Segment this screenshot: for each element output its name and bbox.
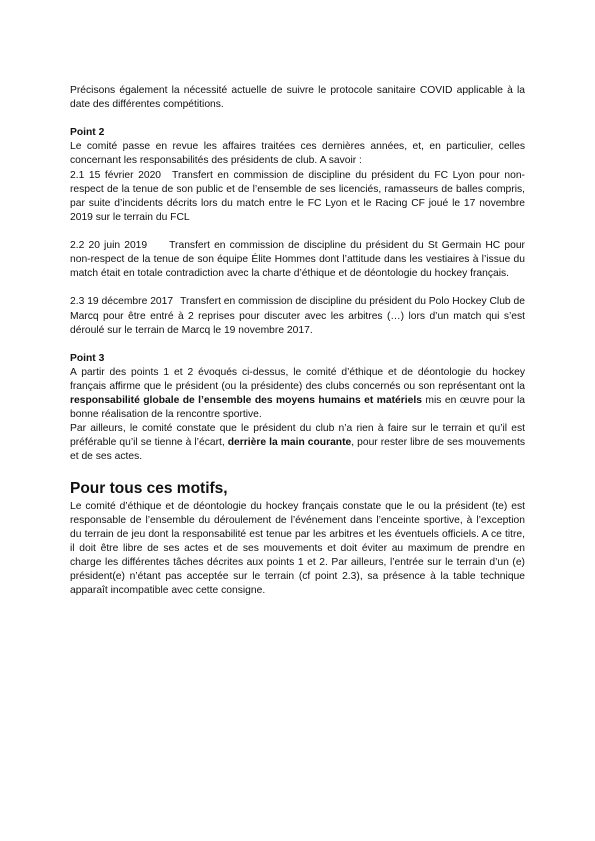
point2-lead: Le comité passe en revue les affaires traitées ces dernières années, et, en particulier, celles concernant les responsabilités des présidents de club. A savoir :: [70, 141, 525, 167]
item-number: 2.1: [70, 169, 85, 181]
item-text: Transfert en commission de discipline du président du FC Lyon pour non-respect de la tenue de son public et de l’ensemble de ses licenciés, ramasseurs de balles compris, par suite d’incidents décrits lors du match entre le FC Lyon et le Racing CF joué le 17 novembre 2019 sur le terrain du FCL: [70, 169, 525, 223]
item-date: 20 juin 2019: [88, 240, 148, 252]
point3-heading: Point 3: [70, 352, 105, 364]
point3-p2-emphasis: derrière la main courante: [227, 437, 352, 449]
conclusion-paragraph: Le comité d’éthique et de déontologie du hockey français constate que le ou la président (te) est responsable de l’ensemble du déroulement de l’événement dans l’enceinte sportive, à l’exception du terrain de jeu dont la responsabilité est tenue par les arbitres et les éventuels officiels. A ce titre, il doit être libre de ses actes et de ses mouvements et doit éviter au maximum de prendre en charge les différentes tâches décrites aux points 1 et 2. Par ailleurs, l’entrée sur le terrain d’un (e) président(e) n’étant pas acceptée sur le terrain (cf point 2.3), sa présence à la table technique apparaît incompatible avec cette consigne.: [70, 500, 525, 597]
point3-p1-text: A partir des points 1 et 2 évoqués ci-dessus, le comité d’éthique et de déontologie du hockey français affirme que le président (ou la présidente) des clubs concernés ou son représentant ont la: [70, 366, 525, 392]
spacer: [70, 465, 525, 479]
spacer: [70, 338, 525, 352]
point3-paragraph-1: [70, 366, 525, 422]
point3-p2-text: Par ailleurs, le comité constate que le président du club n’a rien à faire sur le terrain et qu’il est préférable qu’il se tienne à l’écart,: [70, 423, 525, 449]
item-text: Transfert en commission de discipline du président du Polo Hockey Club de Marcq pour être entré à 2 reprises pour discuter avec les arbitres (…) lors d’un match qui s’est déroulé sur le terrain de Marcq le 19 novembre 2017.: [70, 296, 525, 336]
item-text: Transfert en commission de discipline du président du St Germain HC pour non-respect de la tenue de son équipe Élite Hommes dont l’attitude dans les vestiaires à l’issue du match était en totale contradiction avec la charte d’éthique et de déontologie du hockey français.: [70, 240, 525, 280]
point3-p1-emphasis: responsabilité globale de l’ensemble des moyens humains et matériels: [70, 395, 422, 407]
item-number: 2.2: [70, 240, 85, 252]
conclusion-heading: Pour tous ces motifs,: [70, 479, 228, 497]
intro-paragraph: Précisons également la nécessité actuelle de suivre le protocole sanitaire COVID applicable à la date des différentes compétitions.: [70, 85, 525, 111]
point2-item-3: [70, 295, 525, 337]
spacer: [70, 225, 525, 239]
spacer: [70, 112, 525, 126]
spacer: [70, 281, 525, 295]
point3-p2-text-end: , pour rester libre de ses mouvements et de ses actes.: [70, 437, 525, 463]
document-page: [70, 84, 525, 598]
point3-paragraph-2: [70, 422, 525, 464]
item-date: 15 février 2020: [88, 169, 162, 181]
item-number: 2.3: [70, 296, 85, 308]
point2-item-1: [70, 169, 525, 225]
point3-p1-text-end: mis en œuvre pour la bonne réalisation de la rencontre sportive.: [70, 395, 525, 421]
point2-item-2: [70, 239, 525, 281]
item-date: 19 décembre 2017: [87, 296, 174, 308]
point2-heading: Point 2: [70, 127, 105, 139]
